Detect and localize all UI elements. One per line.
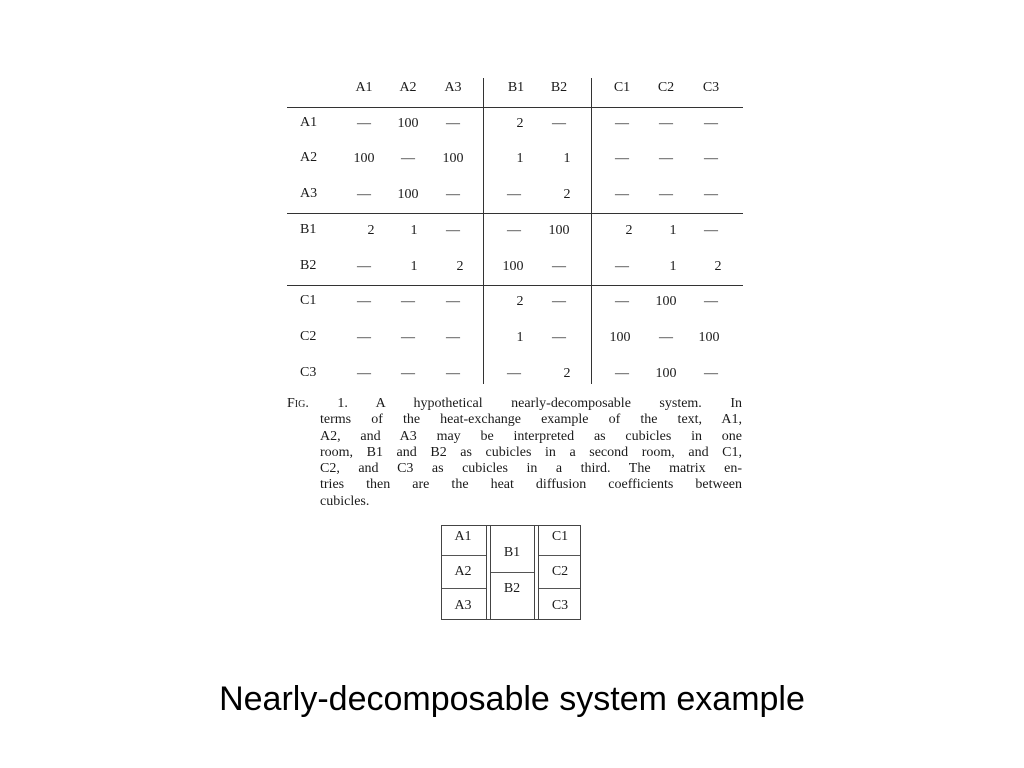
caption-line: terms of the heat-exchange example of the text, A1, (320, 412, 742, 428)
matrix-cell: 1 (410, 223, 418, 238)
matrix-cell: — (704, 116, 718, 131)
matrix-cell: — (552, 259, 566, 274)
matrix-cell: — (659, 151, 673, 166)
matrix-cell: 100 (698, 330, 720, 345)
matrix-cell: — (659, 116, 673, 131)
row-header: A1 (300, 115, 318, 130)
cubicle-label: B1 (503, 545, 521, 560)
matrix-cell: 2 (516, 116, 524, 131)
matrix-cell: — (401, 366, 415, 381)
group-divider-b (483, 78, 484, 384)
caption-first-line (287, 396, 742, 412)
matrix-cell: — (552, 294, 566, 309)
matrix-cell: 2 (367, 223, 375, 238)
matrix-cell: 100 (655, 294, 677, 309)
matrix-cell: — (357, 187, 371, 202)
slide-title: Nearly-decomposable system example (219, 680, 805, 718)
matrix-cell: 2 (714, 259, 722, 274)
matrix-cell: — (446, 330, 460, 345)
matrix-cell: 2 (516, 294, 524, 309)
matrix-cell: — (446, 294, 460, 309)
room-divider (486, 525, 487, 620)
row-header: A3 (300, 186, 318, 201)
column-header: A2 (399, 80, 417, 95)
matrix-cell: 100 (548, 223, 570, 238)
column-header: B2 (550, 80, 568, 95)
matrix-cell: — (357, 330, 371, 345)
figure-caption (287, 396, 742, 510)
caption-line: A2, and A3 may be interpreted as cubicles in one (320, 428, 742, 444)
caption-line: A hypothetical nearly-decomposable system. In (375, 396, 742, 411)
cubicle-divider (442, 555, 486, 556)
group-divider-c (591, 78, 592, 384)
row-header: A2 (300, 150, 318, 165)
cubicle-label: A2 (454, 564, 472, 579)
matrix-cell: — (615, 259, 629, 274)
matrix-cell: 1 (516, 151, 524, 166)
matrix-cell: 100 (442, 151, 464, 166)
row-header: C2 (300, 329, 317, 344)
column-header: C2 (657, 80, 675, 95)
cubicle-label: A1 (454, 529, 472, 544)
matrix-cell: — (615, 294, 629, 309)
cubicle-divider (491, 572, 534, 573)
cubicle-label: C1 (551, 529, 569, 544)
matrix-cell: — (704, 223, 718, 238)
matrix-cell: — (446, 116, 460, 131)
row-header: B1 (300, 222, 317, 237)
caption-line: tries then are the heat diffusion coefficients between (320, 477, 742, 493)
matrix-cell: — (704, 187, 718, 202)
row-header: C1 (300, 293, 317, 308)
matrix-cell: — (357, 366, 371, 381)
matrix-cell: 2 (563, 366, 571, 381)
column-header: A1 (355, 80, 373, 95)
matrix-cell: 100 (502, 259, 524, 274)
matrix-cell: 1 (669, 223, 677, 238)
matrix-cell: 2 (625, 223, 633, 238)
matrix-cell: 1 (669, 259, 677, 274)
cubicle-label: A3 (454, 598, 472, 613)
matrix-cell: — (446, 187, 460, 202)
cubicle-label: C3 (551, 598, 569, 613)
matrix-cell: — (446, 366, 460, 381)
caption-line: C2, and C3 as cubicles in a third. The matrix en- (320, 461, 742, 477)
group-rule-b (287, 213, 743, 214)
matrix-cell: — (659, 187, 673, 202)
matrix-cell: — (659, 330, 673, 345)
group-rule-c (287, 285, 743, 286)
row-header: C3 (300, 365, 317, 380)
matrix-cell: — (615, 187, 629, 202)
matrix-cell: — (401, 294, 415, 309)
matrix-cell: — (357, 294, 371, 309)
cubicle-label: B2 (503, 581, 521, 596)
column-header: C1 (613, 80, 631, 95)
matrix-cell: 100 (655, 366, 677, 381)
matrix-cell: — (615, 116, 629, 131)
matrix-cell: — (552, 116, 566, 131)
matrix-cell: — (507, 223, 521, 238)
matrix-cell: 2 (563, 187, 571, 202)
matrix-cell: 1 (516, 330, 524, 345)
matrix-cell: — (507, 187, 521, 202)
figure-label: Fig. 1. (287, 396, 348, 411)
matrix-cell: — (615, 366, 629, 381)
room-layout-diagram (441, 525, 581, 620)
caption-body (287, 412, 742, 510)
column-header: B1 (507, 80, 525, 95)
matrix-cell: — (401, 330, 415, 345)
matrix-cell: — (357, 259, 371, 274)
matrix-cell: 100 (397, 187, 419, 202)
cubicle-divider (539, 588, 580, 589)
matrix-cell: 100 (397, 116, 419, 131)
matrix-cell: — (615, 151, 629, 166)
matrix-cell: — (704, 151, 718, 166)
matrix-cell: — (552, 330, 566, 345)
matrix-cell: — (446, 223, 460, 238)
cubicle-label: C2 (551, 564, 569, 579)
matrix-cell: 1 (563, 151, 571, 166)
room-divider (534, 525, 535, 620)
matrix-cell: — (704, 294, 718, 309)
matrix-cell: — (357, 116, 371, 131)
matrix-cell: — (507, 366, 521, 381)
matrix-cell: 2 (456, 259, 464, 274)
caption-line: cubicles. (320, 493, 370, 509)
room-divider (538, 525, 539, 620)
matrix-cell: — (704, 366, 718, 381)
column-header: A3 (444, 80, 462, 95)
row-header: B2 (300, 258, 317, 273)
matrix-cell: 100 (609, 330, 631, 345)
matrix-cell: — (401, 151, 415, 166)
cubicle-divider (442, 588, 486, 589)
cubicle-divider (539, 555, 580, 556)
column-header: C3 (702, 80, 720, 95)
caption-line: room, B1 and B2 as cubicles in a second room, and C1, (320, 444, 742, 460)
header-rule (287, 107, 743, 108)
matrix-cell: 100 (353, 151, 375, 166)
matrix-cell: 1 (410, 259, 418, 274)
